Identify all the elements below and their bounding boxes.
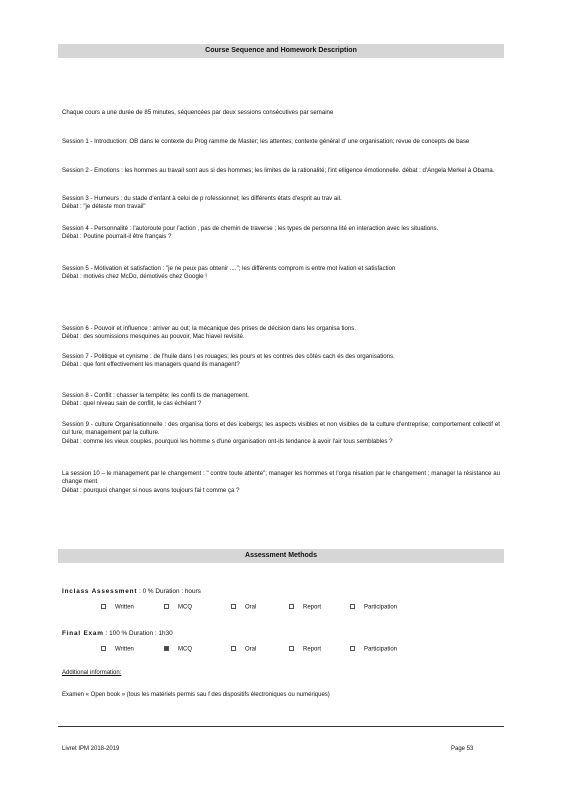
assessment-methods-header: Assessment Methods [58,549,504,563]
method-option-label: Oral [245,604,257,611]
final-exam-details: : 100 % Duration : 1h30 [105,630,173,637]
checkbox-icon [350,604,355,609]
inclass-method-options [101,604,501,613]
final-method-options [101,646,501,655]
footer-page-number: Page 53 [451,746,474,752]
method-option-participation [350,604,397,611]
method-option-report [289,604,321,611]
paragraph-line: Session 4 - Personnalité : l'autoroute pour l'action , pas de chemin de traverse ; les types de personna lité en interaction avec les situations. [62,225,439,232]
paragraph-line: Session 3 - Humeurs : du stade d'enfant à celui de p rofessionnel; les différents états d'esprit au trav ail. [62,195,342,202]
paragraph-line: La session 10 – le management par le changement : " contre toute attente"; manager les hommes et l'orga nisation par le changement ; manager la résistance au change ment [62,470,500,486]
method-option-label: Report [303,604,322,611]
course-paragraph [62,167,500,175]
method-option-label: MCQ [178,646,192,653]
checkbox-icon [101,604,106,609]
checkbox-icon [164,646,169,651]
inclass-assessment-details: : 0 % Duration : hours [139,588,201,595]
checkbox-icon [101,646,106,651]
method-option-oral [231,646,256,653]
course-paragraph [62,225,500,242]
method-option-label: MCQ [178,604,192,611]
method-option-label: Written [115,646,134,653]
method-option-oral [231,604,256,611]
method-option-participation [350,646,397,653]
method-option-report [289,646,321,653]
checkbox-icon [231,604,236,609]
method-option-label: Participation [364,646,398,653]
paragraph-line: Session 5 - Motivation et satisfaction : "je ne peux pas obtenir ...."; les différents comprom is entre mot ivation et satisfaction [62,265,396,272]
method-option-written [101,646,134,653]
course-paragraph [62,138,500,146]
inclass-assessment-name: Inclass Assessment [62,588,138,595]
final-exam-label [62,630,173,637]
checkbox-icon [164,604,169,609]
paragraph-line: Session 9 - culture Organisationnelle : des organisa tions et des icebergs; les aspects visibles et non visibles de la culture d'entreprise; comportement collectif et cul ture; management par la culture. [62,421,500,437]
checkbox-icon [231,646,236,651]
method-option-label: Oral [245,646,257,653]
paragraph-line: Chaque cours a une durée de 85 minutes, séquencées par deux sessions consécutives par semaine [62,109,334,116]
method-option-label: Report [303,646,322,653]
paragraph-line: Session 6 - Pouvoir et influence : arriver au out; la mécanique des prises de décision dans les organisa tions. [62,325,357,332]
course-paragraph [62,325,500,342]
method-option-label: Written [115,604,134,611]
footer-booklet-title: Livret IPM 2018-2019 [62,746,120,752]
course-sequence-header: Course Sequence and Homework Description [58,44,504,58]
paragraph-line: Débat : comme les vieux couples, pourquoi les homme s d'une organisation ont-ils tendance à avoir l'air tous semblables ? [62,437,393,445]
exam-description: Examen « Open book » (tous les matériels permis sau f des dispositifs électroniques ou numériques) [62,692,330,698]
paragraph-line: Débat : pourquoi changer si nous avons toujours fai t comme ça ? [62,486,240,494]
paragraph-line: Session 7 - Politique et cynisme : de l'huile dans l es rouages; les pours et les contres des côtés cach és des organisations. [62,353,395,360]
course-paragraph [62,109,500,117]
paragraph-line: Session 8 - Conflit : chasser la tempête; les confli ts de management. [62,392,249,399]
method-option-mcq [164,646,192,653]
course-paragraph [62,392,500,409]
course-paragraph [62,195,500,212]
footer-divider [58,726,504,727]
checkbox-icon [350,646,355,651]
method-option-label: Participation [364,604,398,611]
final-exam-name: Final Exam [62,630,104,637]
paragraph-line: Débat : motivés chez McDo, démotivés chez Google ! [62,273,207,281]
method-option-written [101,604,134,611]
paragraph-line: Session 1 - Introduction: OB dans le contexte du Prog ramme de Master; les attentes; contexte général d' une organisation; revue de concepts de base [62,138,470,145]
course-paragraph [62,265,500,282]
paragraph-line: Débat : quel niveau sain de conflit, le cas échéant ? [62,400,202,408]
course-paragraph [62,353,500,370]
paragraph-line: Session 2 - Emotions : les hommes au travail sont aus si des hommes; les limites de la rationalité; l'int elligence émotionnelle. débat : d'Angela Merkel à Obama. [62,167,495,174]
method-option-mcq [164,604,192,611]
paragraph-line: Débat : des soumissions mesquines au pouvoir, Mac hiavel revisité. [62,333,245,341]
additional-information-label: Additional information: [62,670,122,676]
course-paragraph [62,421,500,446]
paragraph-line: Débat : "je déteste mon travail" [62,203,146,211]
paragraph-line: Débat : que font effectivement les managers quand ils managent? [62,361,240,369]
checkbox-icon [289,604,294,609]
checkbox-icon [289,646,294,651]
inclass-assessment-label [62,588,201,595]
paragraph-line: Débat : Poutine pourrait-il être français ? [62,233,172,241]
course-paragraph [62,470,500,495]
